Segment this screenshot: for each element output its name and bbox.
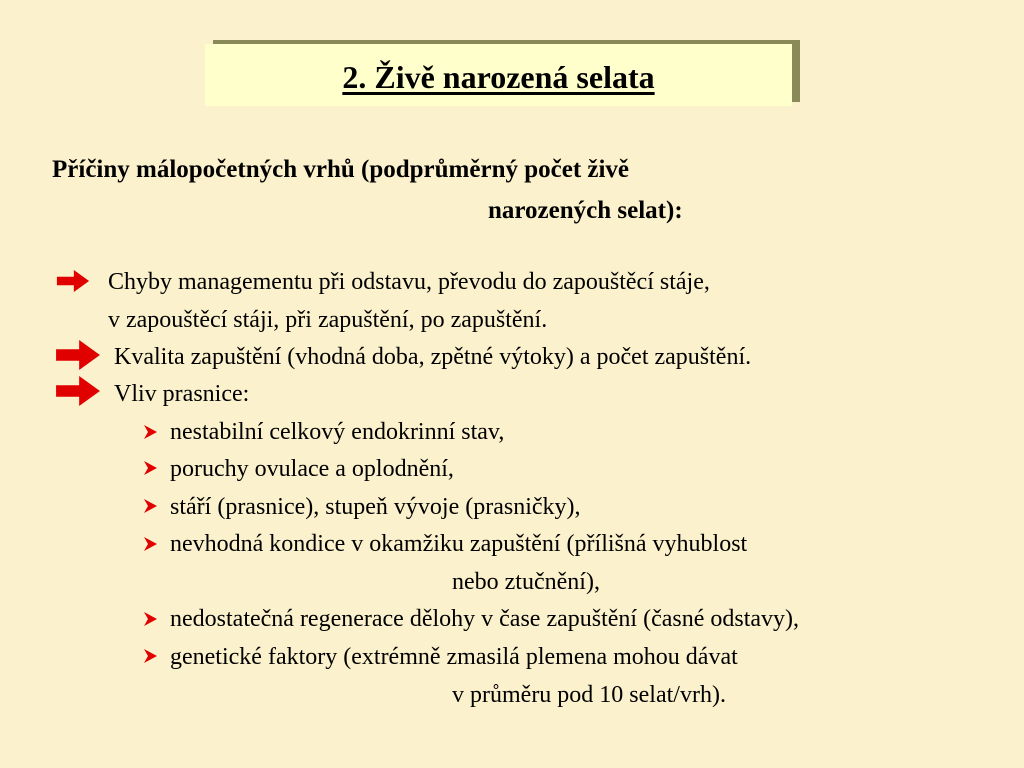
arrow-right-icon [56,340,100,370]
slide-title: 2. Živě narozená selata [342,59,655,95]
chevron-right-icon [142,536,158,552]
item-2-line-1: Kvalita zapuštění (vhodná doba, zpětné výtoky) a počet zapuštění. [114,344,752,370]
item-1-line-2: v zapouštěcí stáji, při zapuštění, po zapuštění. [108,307,548,333]
chevron-right-icon [142,648,158,664]
subitem-1-line-1: nestabilní celkový endokrinní stav, [170,419,505,445]
item-3-line-1: Vliv prasnice: [114,381,250,407]
chevron-right-icon [142,611,158,627]
subitem-3-line-1: stáří (prasnice), stupeň vývoje (prasničky), [170,494,581,520]
chevron-right-icon [142,498,158,514]
chevron-right-icon [142,460,158,476]
heading-line-2: narozených selat): [488,197,683,224]
item-1-line-1: Chyby managementu při odstavu, převodu do zapouštěcí stáje, [108,269,710,295]
subitem-6-line-2: v průměru pod 10 selat/vrh). [452,682,726,708]
arrow-right-icon [56,376,100,406]
heading-line-1: Příčiny málopočetných vrhů (podprůměrný počet živě [52,156,630,183]
subitem-2-line-1: poruchy ovulace a oplodnění, [170,456,454,482]
subitem-4-line-2: nebo ztučnění), [452,569,600,595]
subitem-6-line-1: genetické faktory (extrémně zmasilá plemena mohou dávat [170,644,738,670]
title-box [205,44,792,106]
slide-title-container [205,59,792,96]
subitem-4-line-1: nevhodná kondice v okamžiku zapuštění (přílišná vyhublost [170,531,748,557]
subitem-5-line-1: nedostatečná regenerace dělohy v čase zapuštění (časné odstavy), [170,606,800,632]
chevron-right-icon [142,424,158,440]
arrow-right-icon [56,270,90,292]
